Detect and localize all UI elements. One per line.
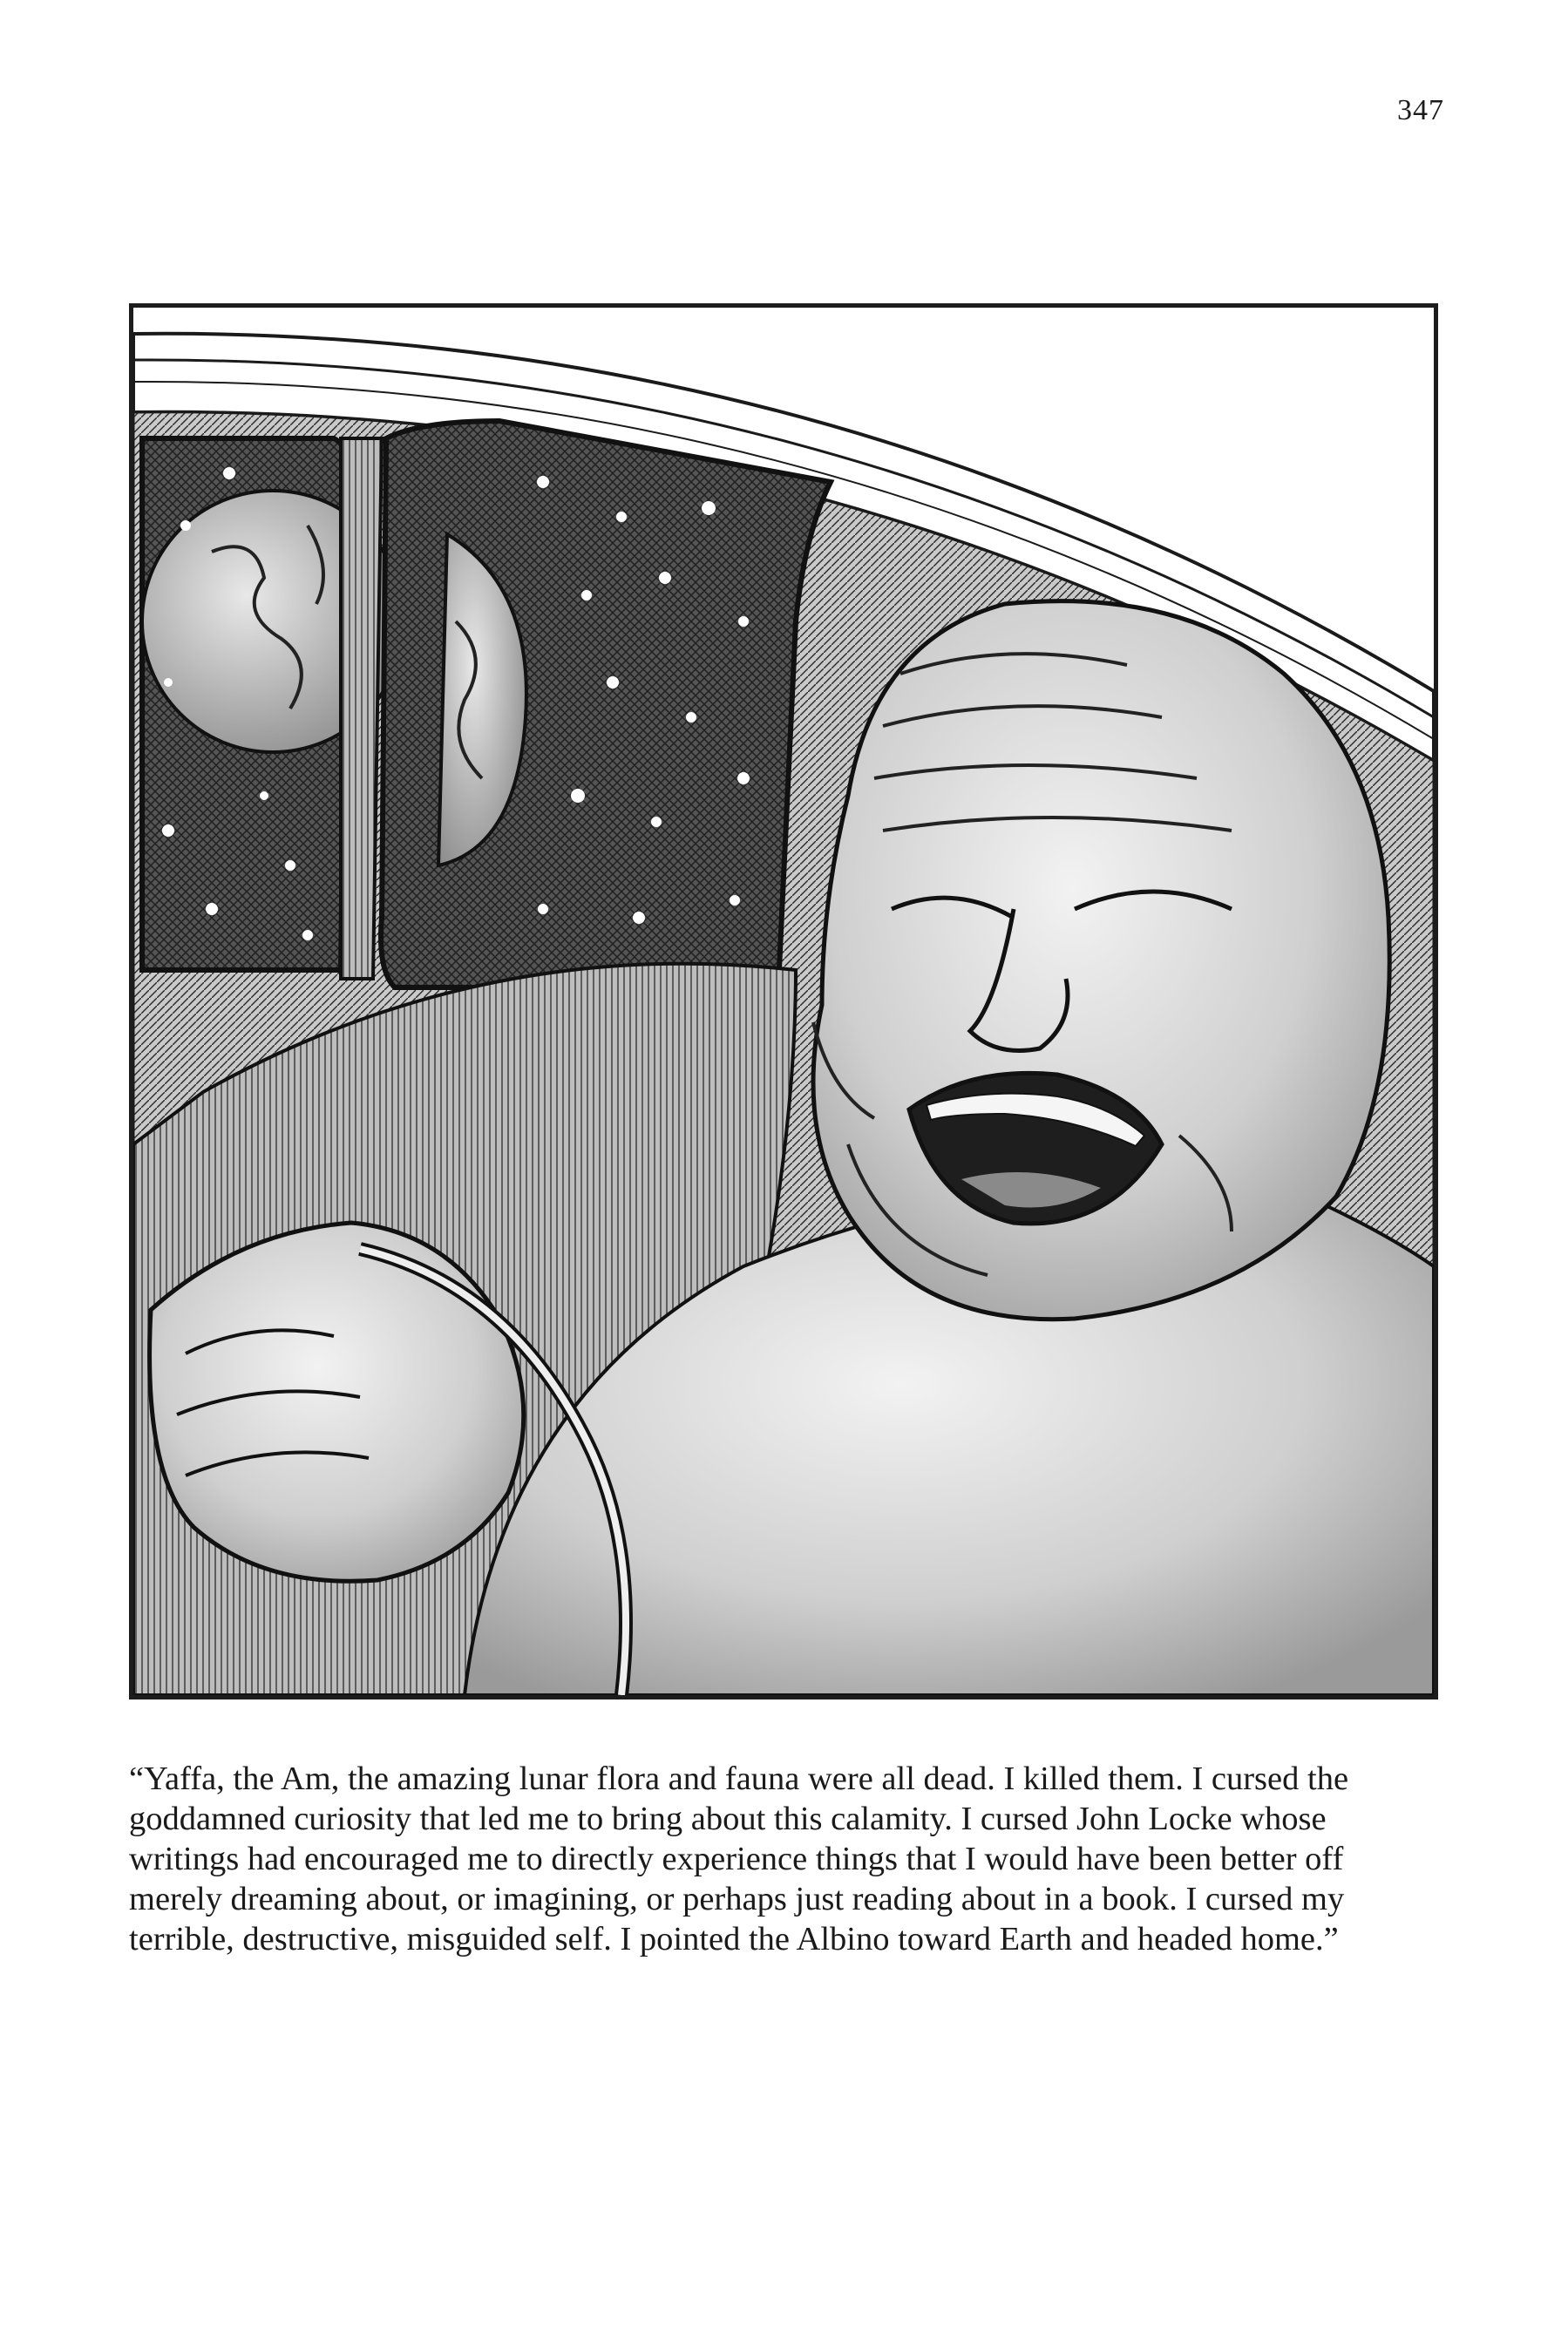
comic-panel [129, 303, 1438, 1699]
page-number: 347 [1397, 94, 1444, 126]
comic-panel-illustration-icon [133, 308, 1434, 1695]
caption-text: “Yaffa, the Am, the amazing lunar flora and fauna were all dead. I killed them. I cursed the goddamned curiosity that led me to bring about this calamity. I cursed John Locke whose writings had encouraged me to directly experience things that I would have been better off merely dreaming about, or imagining, or perhaps just reading about in a book. I cursed my terrible, destructive, misguided self. I pointed the Albino toward Earth and headed home.” [129, 1761, 1349, 1957]
